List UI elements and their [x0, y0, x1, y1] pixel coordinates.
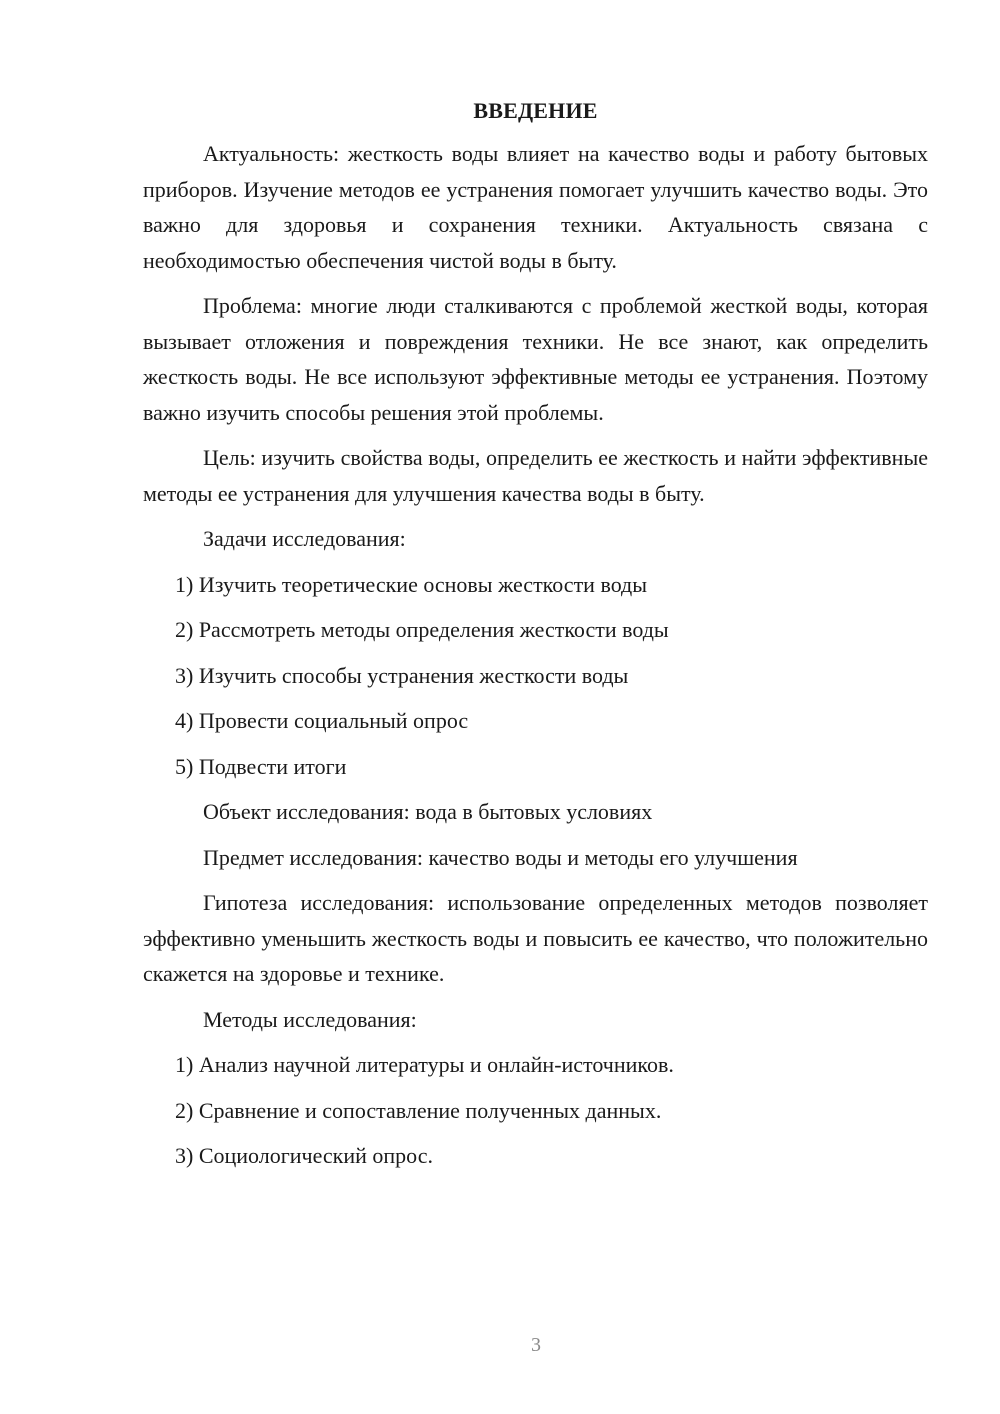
page-title: ВВЕДЕНИЕ: [473, 98, 598, 123]
methods-heading: Методы исследования:: [203, 1006, 417, 1032]
hypothesis-paragraph: Гипотеза исследования: использование определенных методов позволяет эффективно уменьшить жесткость воды и повысить ее качество, что положительно скажется на здоровье и технике.: [143, 890, 928, 986]
page-content: [143, 96, 928, 1184]
task-item: 2) Рассмотреть методы определения жесткости воды: [175, 617, 669, 642]
goal-paragraph: Цель: изучить свойства воды, определить ее жесткость и найти эффективные методы ее устранения для улучшения качества воды в быту.: [143, 445, 928, 506]
methods-list: [143, 1047, 928, 1174]
page-number: 3: [531, 1334, 541, 1356]
task-item: 4) Провести социальный опрос: [175, 708, 469, 733]
problem-paragraph: Проблема: многие люди сталкиваются с проблемой жесткой воды, которая вызывает отложения и повреждения техники. Не все знают, как определить жесткость воды. Не все используют эффективные методы ее устранения. Поэтому важно изучить способы решения этой проблемы.: [143, 293, 928, 425]
method-item: 1) Анализ научной литературы и онлайн-источников.: [175, 1052, 674, 1077]
task-item: 3) Изучить способы устранения жесткости воды: [175, 662, 629, 688]
tasks-list: [143, 567, 928, 785]
method-item: 3) Социологический опрос.: [175, 1143, 433, 1168]
tasks-heading: Задачи исследования:: [203, 526, 406, 551]
relevance-paragraph: Актуальность: жесткость воды влияет на качество воды и работу бытовых приборов. Изучение методов ее устранения помогает улучшить качество воды. Это важно для здоровья и сохранения техники. Актуальность связана с необходимостью обеспечения чистой воды в быту.: [143, 141, 928, 273]
method-item: 2) Сравнение и сопоставление полученных данных.: [175, 1097, 662, 1123]
task-item: 1) Изучить теоретические основы жесткости воды: [175, 571, 648, 597]
object-line: Объект исследования: вода в бытовых условиях: [203, 799, 653, 824]
subject-line: Предмет исследования: качество воды и методы его улучшения: [203, 844, 798, 870]
task-item: 5) Подвести итоги: [175, 753, 347, 779]
